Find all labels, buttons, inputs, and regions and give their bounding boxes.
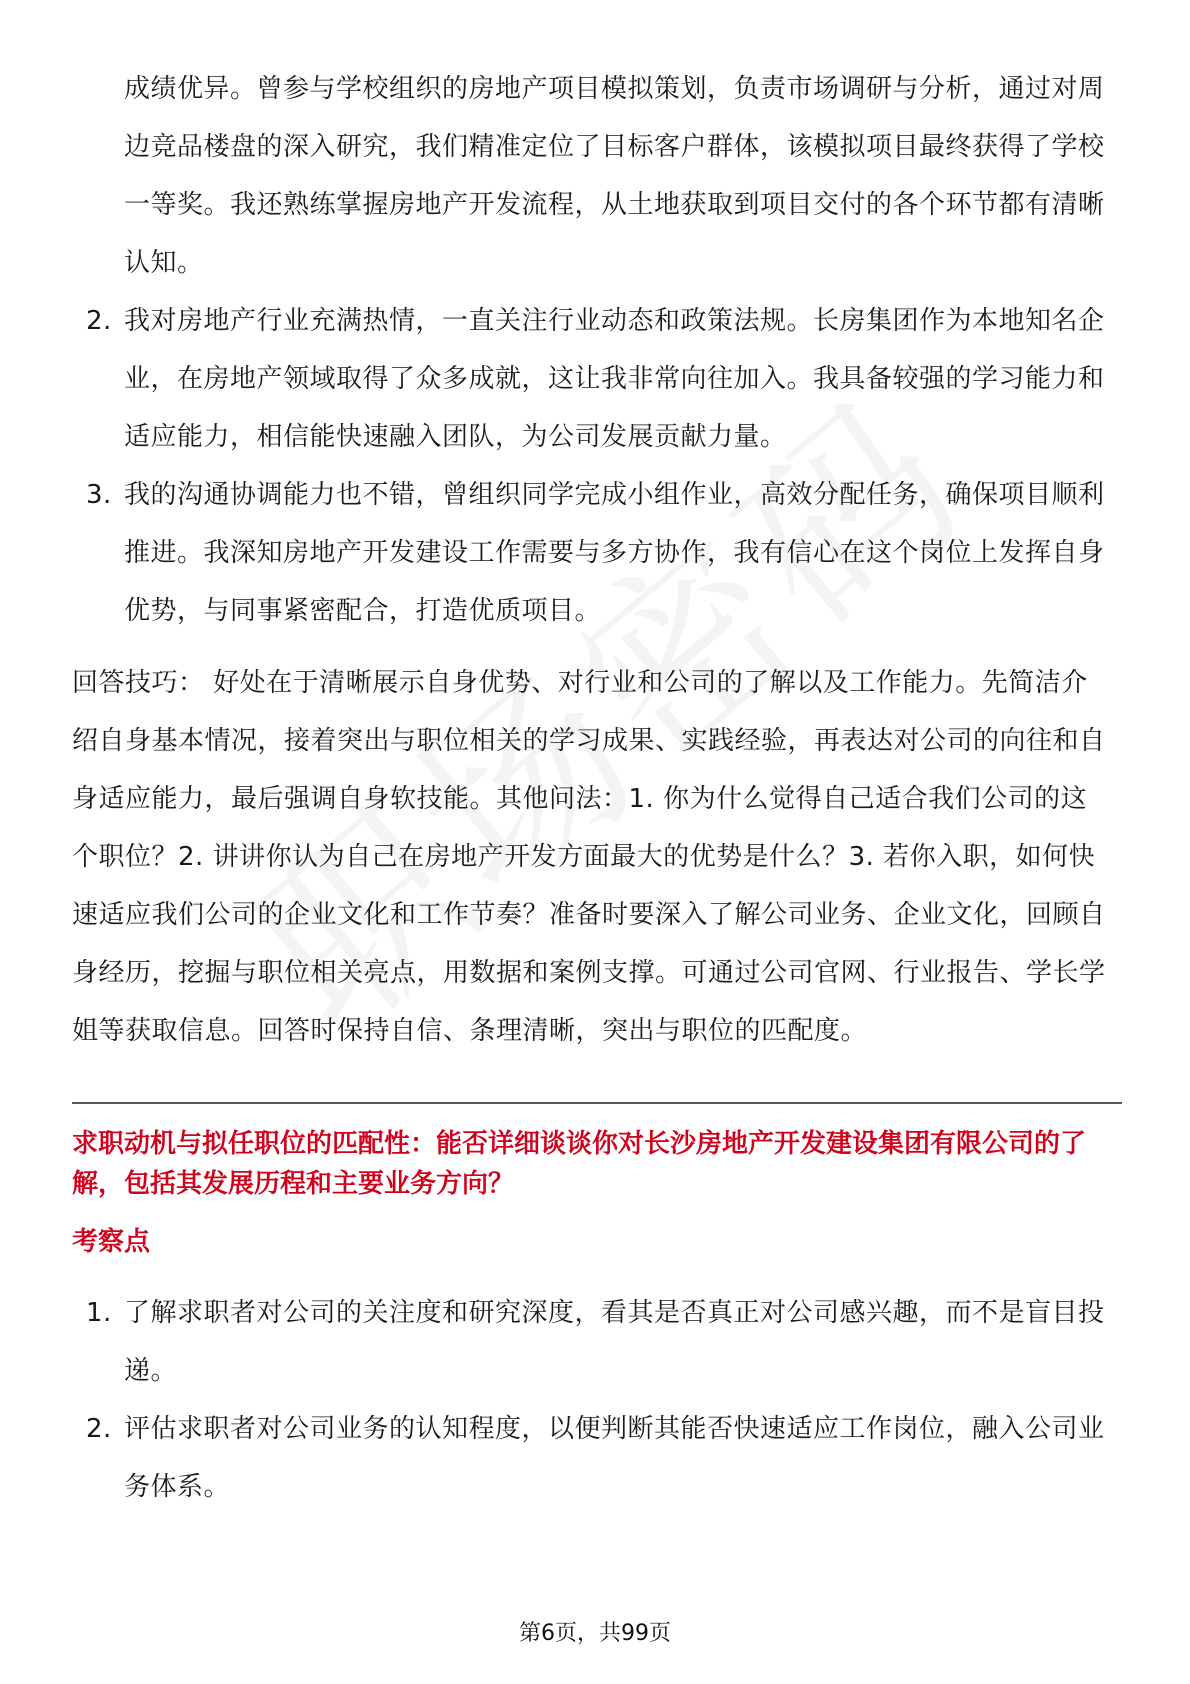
answer-item-3 [72,466,1112,640]
page-number-footer: 第6页，共99页 [519,1621,671,1646]
assessment-points-heading: 考察点 [72,1227,151,1257]
list-number: 2. [86,1414,112,1444]
assessment-points-list [72,1284,1112,1516]
answer-tips: 回答技巧： 好处在于清晰展示自身优势、对行业和公司的了解以及工作能力。先简洁介绍自身基本情况，接着突出与职位相关的学习成果、实践经验，再表达对公司的向往和自身适应能力，最后强调自身软技能。其他问法：1. 你为什么觉得自己适合我们公司的这个职位？2. 讲讲你认为自己在房地产开发方面最大的优势是什么？3. 若你入职，如何快速适应我们公司的企业文化和工作节奏？准备时要深入了解公司业务、企业文化，回顾自身经历，挖掘与职位相关亮点，用数据和案例支撑。可通过公司官网、行业报告、学长学姐等获取信息。回答时保持自信、条理清晰，突出与职位的匹配度。 [72,668,1106,1046]
list-number: 2. [86,306,112,336]
list-item-text: 了解求职者对公司的关注度和研究深度，看其是否真正对公司感兴趣，而不是盲目投递。 [124,1298,1105,1386]
page-content [72,60,1112,1516]
list-number: 1. [86,1298,112,1328]
answer-item-2 [72,292,1112,466]
assessment-item-2 [72,1400,1112,1516]
assessment-item-1 [72,1284,1112,1400]
answer-list [72,292,1112,640]
list-item-text: 评估求职者对公司业务的认知程度，以便判断其能否快速适应工作岗位，融入公司业务体系。 [124,1414,1105,1502]
list-item-text: 我对房地产行业充满热情，一直关注行业动态和政策法规。长房集团作为本地知名企业，在房地产领域取得了众多成就，这让我非常向往加入。我具备较强的学习能力和适应能力，相信能快速融入团队，为公司发展贡献力量。 [124,306,1105,452]
continued-paragraph: 成绩优异。曾参与学校组织的房地产项目模拟策划，负责市场调研与分析，通过对周边竞品楼盘的深入研究，我们精准定位了目标客户群体，该模拟项目最终获得了学校一等奖。我还熟练掌握房地产开发流程，从土地获取到项目交付的各个环节都有清晰认知。 [124,74,1105,278]
list-item-text: 我的沟通协调能力也不错，曾组织同学完成小组作业，高效分配任务，确保项目顺利推进。我深知房地产开发建设工作需要与多方协作，我有信心在这个岗位上发挥自身优势，与同事紧密配合，打造优质项目。 [124,480,1105,626]
list-number: 3. [86,480,112,510]
section-divider [72,1102,1122,1104]
question-heading: 求职动机与拟任职位的匹配性：能否详细谈谈你对长沙房地产开发建设集团有限公司的了解，包括其发展历程和主要业务方向？ [72,1129,1087,1199]
